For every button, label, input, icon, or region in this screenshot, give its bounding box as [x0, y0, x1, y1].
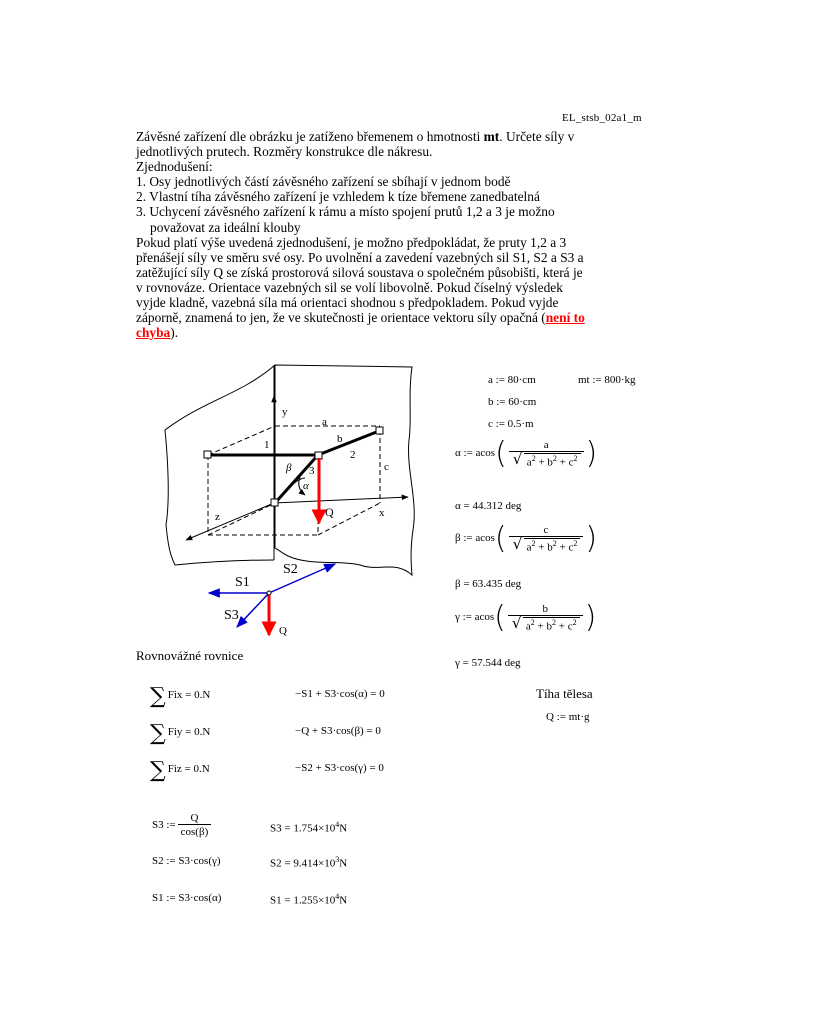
- weight-title: Tíha tělesa: [536, 686, 593, 701]
- s2-result: $S2 = 9.414\times 10^3N$: [270, 855, 348, 870]
- simplification-2: 2. Vlastní tíha závěsného zařízení je vzhledem k tíze břemene zanedbatelná: [136, 189, 540, 205]
- x-axis: [274, 497, 408, 503]
- q-label: Q: [325, 505, 334, 519]
- equation-3: −S2 + S3·cos(γ) = 0: [295, 762, 384, 774]
- gamma-formula: γ := acos( b √ $a^2 + b^2 + c^2$ ): [455, 600, 596, 635]
- x-label: x: [379, 507, 385, 519]
- given-c: c := 0.5·m: [488, 418, 534, 430]
- simplification-3-cont: považovat za ideální klouby: [150, 219, 301, 235]
- bar-3-label: 3: [309, 465, 315, 477]
- equation-1: −S1 + S3·cos(α) = 0: [295, 688, 385, 700]
- s3-definition: S3 := $\frac{Q}{\cos(\beta)}$: [152, 812, 213, 838]
- sum-fix: ∑ Fix = 0.N: [150, 684, 211, 709]
- s2-arrow: [269, 564, 335, 593]
- joint-2: [376, 427, 383, 434]
- s1-result: $S1 = 1.255\times 10^4N$: [270, 892, 348, 907]
- intro-line-8: Pokud platí výše uvedená zjednodušení, je možno předpokládat, že pruty 1,2 a 3: [136, 234, 567, 250]
- equilibrium-title: Rovnovážné rovnice: [136, 648, 244, 663]
- intro-line-14: chyba).: [136, 325, 179, 341]
- given-b: b := 60·cm: [488, 396, 537, 408]
- sum-fiz: ∑ Fiz = 0.N: [150, 758, 210, 783]
- not-an-error-link[interactable]: není to: [545, 310, 585, 326]
- intro-line-10: zatěžující síly Q se získá prostorová silová soustava o společném působišti, která je: [136, 264, 583, 280]
- simplification-3: 3. Uchycení závěsného zařízení k rámu a místo spojení prutů 1,2 a 3 je možno: [136, 204, 555, 220]
- s1-label: S1: [235, 575, 250, 590]
- beta-formula: β := acos( c √ $a^2 + b^2 + c^2$ ): [455, 521, 597, 556]
- wall-outline: [275, 365, 414, 575]
- not-an-error-link-cont[interactable]: chyba: [136, 325, 171, 341]
- joint-1: [204, 451, 211, 458]
- s3-result: $S3 = 1.754\times 10^4N$: [270, 820, 348, 835]
- intro-line-2: jednotlivých prutech. Rozměry konstrukce dle nákresu.: [136, 144, 433, 160]
- joint-3: [271, 499, 278, 506]
- s3-arrow: [237, 593, 269, 627]
- s1-definition: S1 := S3·cos(α): [152, 892, 222, 904]
- intro-line-13: záporně, znamená to jen, že ve skutečnosti je orientace vektoru síly opačná (není to: [136, 310, 585, 326]
- y-label: y: [282, 406, 288, 418]
- force-diagram: [195, 555, 345, 645]
- bar-3: [275, 455, 318, 503]
- bar-2: [318, 431, 379, 455]
- beta-result: β = 63.435 deg: [455, 578, 522, 590]
- bar-2-label: 2: [350, 449, 356, 461]
- alpha-formula: α := acos( a √ $a^2 + b^2 + c^2$ ): [455, 436, 597, 471]
- intro-line-11: v rovnováze. Orientace vazebných sil se volí libovolně. Pokud číselný výsledek: [136, 279, 563, 295]
- alpha-result: α = 44.312 deg: [455, 500, 522, 512]
- dim-c-label: c: [384, 461, 389, 473]
- q-label-2: Q: [279, 625, 287, 637]
- simplifications-heading: Zjednodušení:: [136, 159, 213, 175]
- equation-2: −Q + S3·cos(β) = 0: [295, 725, 381, 737]
- gamma-result: γ = 57.544 deg: [455, 657, 521, 669]
- bar-1-label: 1: [264, 439, 270, 451]
- weight-definition: Q := mt·g: [546, 711, 590, 723]
- sum-fiy: ∑ Fiy = 0.N: [150, 721, 211, 746]
- dim-a-label: a: [322, 416, 327, 428]
- document-id: EL_stsb_02a1_m: [562, 112, 642, 124]
- s2-label: S2: [283, 562, 298, 577]
- intro-line-1: Závěsné zařízení dle obrázku je zatíženo břemenem o hmotnosti mt. Určete síly v: [136, 129, 575, 144]
- s2-definition: S2 := S3·cos(γ): [152, 855, 221, 867]
- given-mt: mt := 800·kg: [578, 374, 636, 386]
- intro-line-9: přenášejí síly ve směru své osy. Po uvolnění a zavedení vazebných sil S1, S2 a S3 a: [136, 249, 584, 265]
- mass-symbol: mt: [483, 129, 500, 144]
- simplification-1: 1. Osy jednotlivých částí závěsného zařízení se sbíhají v jednom bodě: [136, 174, 511, 190]
- z-axis: [186, 503, 274, 540]
- joint-center: [315, 452, 322, 459]
- dim-b-label: b: [337, 433, 343, 445]
- node: [267, 591, 271, 595]
- z-label: z: [215, 511, 220, 523]
- s3-label: S3: [224, 608, 239, 623]
- given-a: a := 80·cm: [488, 374, 536, 386]
- intro-line-12: vyjde kladně, vazebná síla má orientaci shodnou s předpokladem. Pokud vyjde: [136, 295, 559, 311]
- beta-label: β: [286, 462, 292, 474]
- alpha-label: α: [303, 480, 309, 492]
